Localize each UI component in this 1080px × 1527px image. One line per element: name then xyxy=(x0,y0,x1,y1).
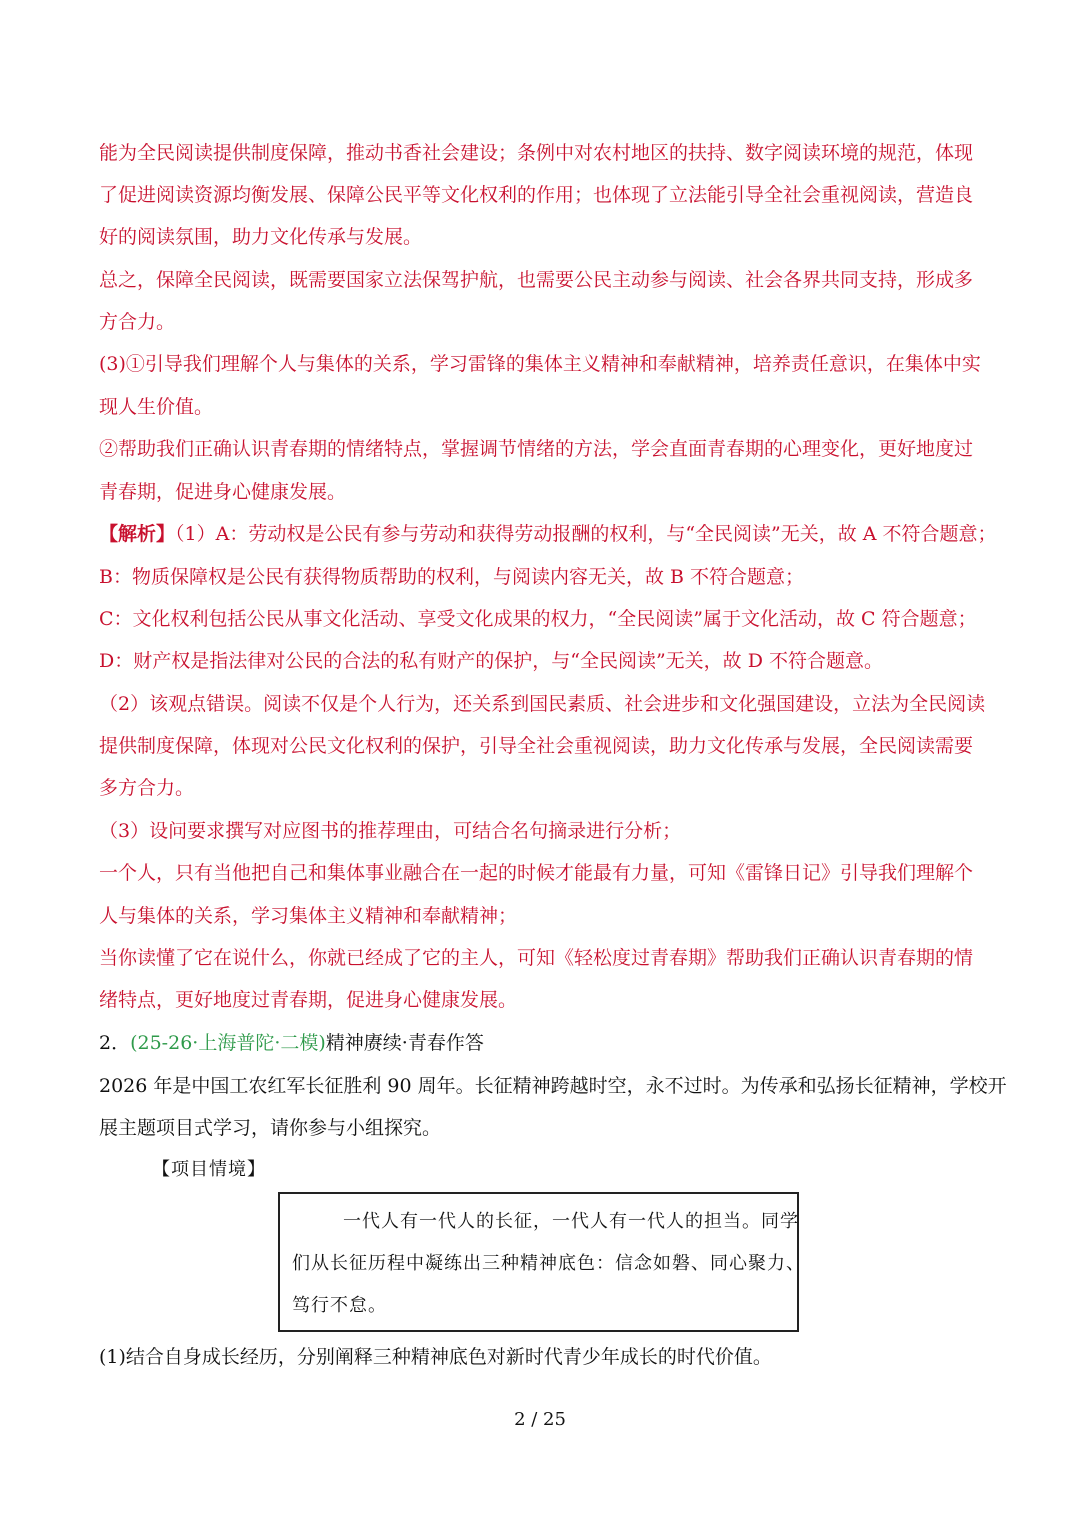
question-number: 2． xyxy=(99,1032,131,1054)
answer-line: 了促进阅读资源均衡发展、保障公民平等文化权利的作用；也体现了立法能引导全社会重视阅读，营造良 xyxy=(99,184,974,206)
analysis-line: 一个人，只有当他把自己和集体事业融合在一起的时候才能最有力量，可知《雷锋日记》引导我们理解个 xyxy=(99,862,974,884)
answer-line: 方合力。 xyxy=(99,311,176,333)
page-number: 2 / 25 xyxy=(514,1409,566,1430)
analysis-line: 人与集体的关系，学习集体主义精神和奉献精神； xyxy=(99,905,518,927)
question-intro-line: 展主题项目式学习，请你参与小组探究。 xyxy=(99,1117,442,1139)
analysis-tag: 【解析】 xyxy=(99,523,176,545)
quote-line: 们从长征历程中凝练出三种精神底色：信念如磐、同心聚力、 xyxy=(292,1253,805,1274)
answer-line: ②帮助我们正确认识青春期的情绪特点，掌握调节情绪的方法，学会直面青春期的心理变化，更好地度过 xyxy=(99,438,974,460)
answer-line: 总之，保障全民阅读，既需要国家立法保驾护航，也需要公民主动参与阅读、社会各界共同支持，形成多 xyxy=(99,269,974,291)
analysis-text: （1）A：劳动权是公民有参与劳动和获得劳动报酬的权利，与“全民阅读”无关，故 A 不符合题意； xyxy=(175,523,997,545)
analysis-line: 多方合力。 xyxy=(99,777,195,799)
quote-box xyxy=(278,1192,805,1332)
answer-line: (3)①引导我们理解个人与集体的关系，学习雷锋的集体主义精神和奉献精神，培养责任意识，在集体中实 xyxy=(99,353,981,375)
analysis-line: （2）该观点错误。阅读不仅是个人行为，还关系到国民素质、社会进步和文化强国建设，立法为全民阅读 xyxy=(99,693,986,715)
question-title: 精神赓续·青春作答 xyxy=(325,1032,484,1054)
answer-line: 好的阅读氛围，助力文化传承与发展。 xyxy=(99,226,423,248)
analysis-line: D：财产权是指法律对公民的合法的私有财产的保护，与“全民阅读”无关，故 D 不符合题意。 xyxy=(99,650,883,672)
question-heading xyxy=(99,1029,484,1057)
sub-question: (1)结合自身成长经历，分别阐释三种精神底色对新时代青少年成长的时代价值。 xyxy=(99,1346,772,1368)
analysis-line: （3）设问要求撰写对应图书的推荐理由，可结合名句摘录进行分析； xyxy=(99,820,682,842)
answer-line: 青春期，促进身心健康发展。 xyxy=(99,481,347,503)
answer-line: 现人生价值。 xyxy=(99,396,214,418)
analysis-line: B：物质保障权是公民有获得物质帮助的权利，与阅读内容无关，故 B 不符合题意； xyxy=(99,566,805,588)
analysis-line: C：文化权利包括公民从事文化活动、享受文化成果的权力，“全民阅读”属于文化活动，故 C 符合题意； xyxy=(99,608,977,630)
analysis-line: 绪特点，更好地度过青春期，促进身心健康发展。 xyxy=(99,989,518,1011)
quote-line: 一代人有一代人的长征，一代人有一代人的担当。同学 xyxy=(343,1211,799,1232)
question-source: (25-26·上海普陀·二模) xyxy=(130,1032,326,1054)
situation-heading: 【项目情境】 xyxy=(152,1159,266,1180)
answer-line: 能为全民阅读提供制度保障，推动书香社会建设；条例中对农村地区的扶持、数字阅读环境的规范，体现 xyxy=(99,142,974,164)
analysis-line: 提供制度保障，体现对公民文化权利的保护，引导全社会重视阅读，助力文化传承与发展，全民阅读需要 xyxy=(99,735,974,757)
question-intro-line: 2026 年是中国工农红军长征胜利 90 周年。长征精神跨越时空，永不过时。为传承和弘扬长征精神，学校开 xyxy=(99,1075,1007,1097)
quote-line: 笃行不怠。 xyxy=(292,1295,387,1316)
analysis-first-line xyxy=(99,520,997,548)
analysis-line: 当你读懂了它在说什么，你就已经成了它的主人，可知《轻松度过青春期》帮助我们正确认识青春期的情 xyxy=(99,947,974,969)
